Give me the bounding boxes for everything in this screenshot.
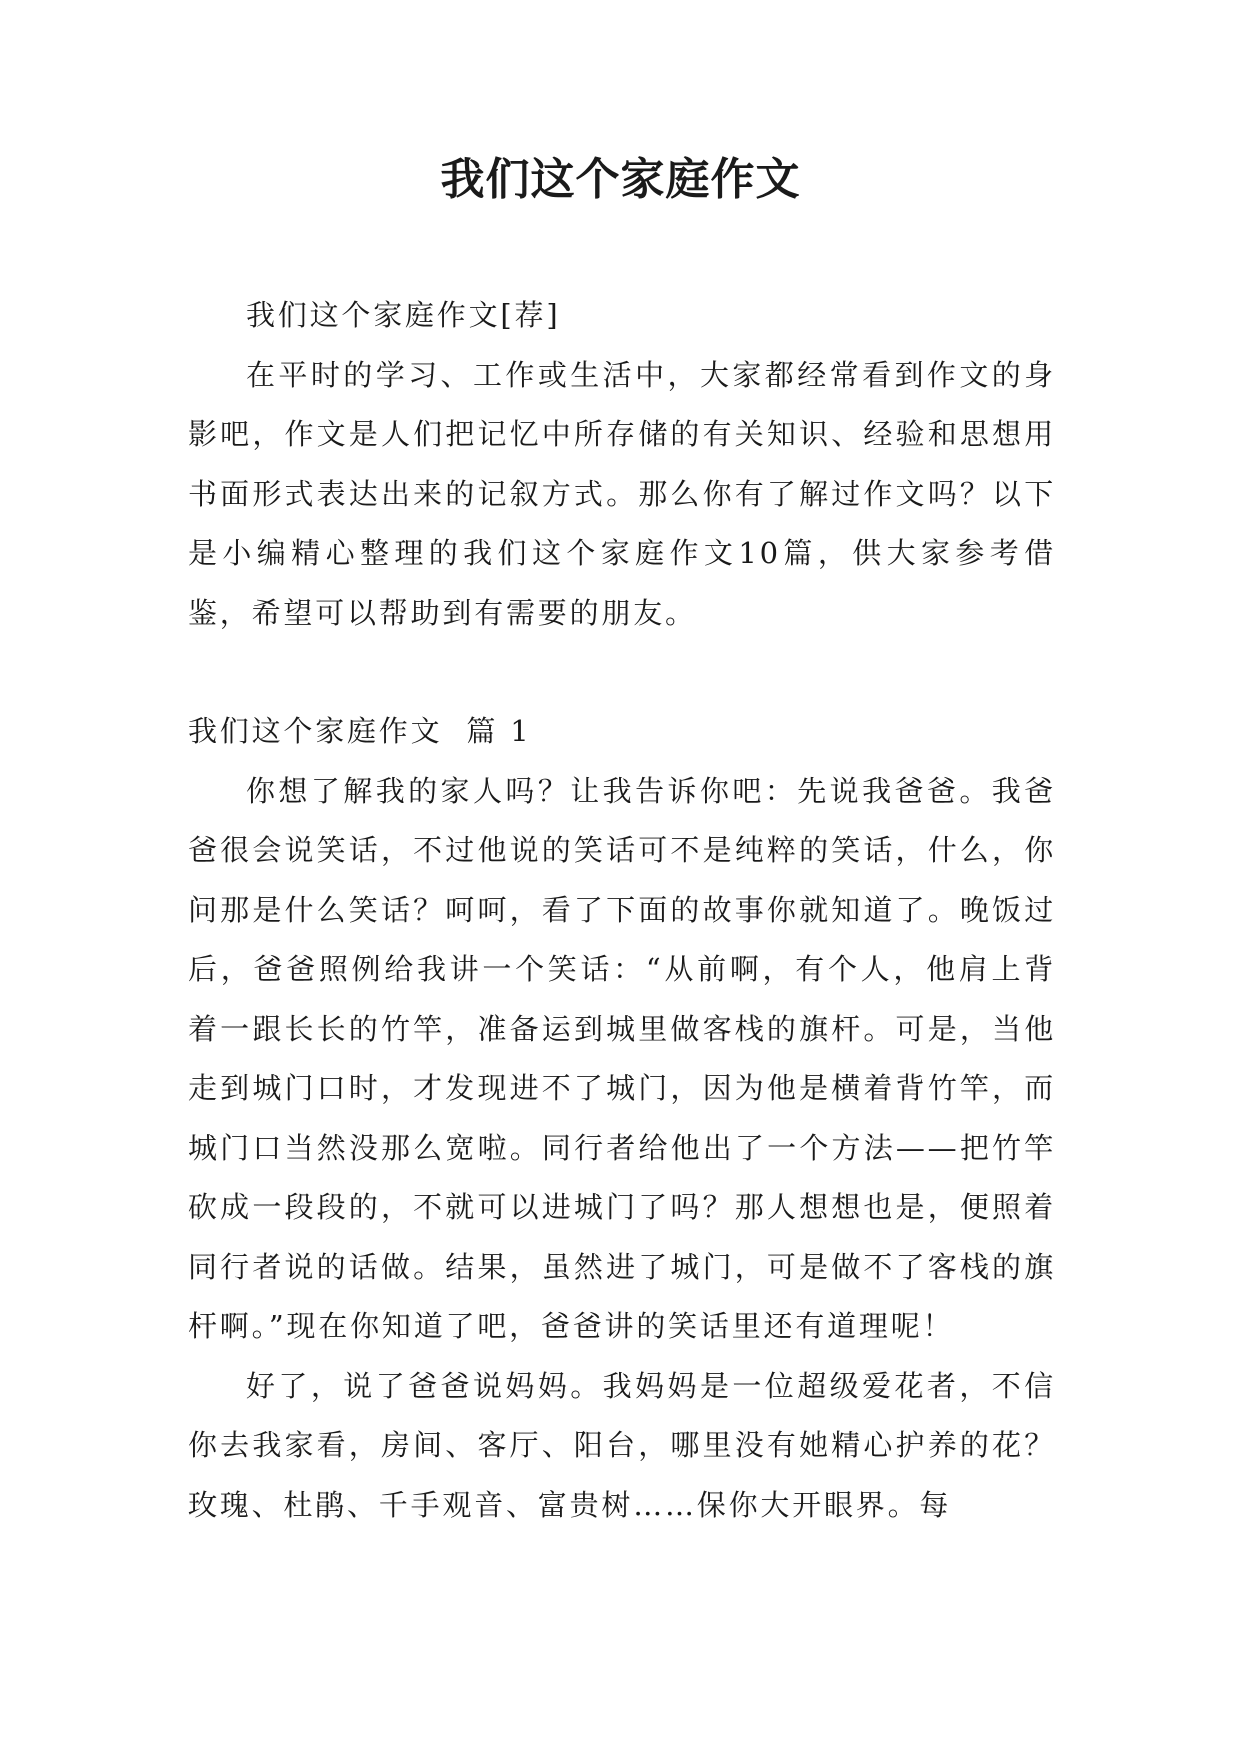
section-spacer bbox=[188, 643, 1056, 702]
subtitle: 我们这个家庭作文[荐] bbox=[246, 298, 561, 332]
page-title: 我们这个家庭作文 bbox=[440, 154, 801, 205]
section-heading: 我们这个家庭作文 篇 1 bbox=[188, 714, 532, 748]
body-paragraph-1: 你想了解我的家人吗？让我告诉你吧：先说我爸爸。我爸爸很会说笑话，不过他说的笑话可不是纯粹的笑话，什么，你问那是什么笑话？呵呵，看了下面的故事你就知道了。晚饭过后，爸爸照例给我讲一个笑话：“从前啊，有个人，他肩上背着一跟长长的竹竿，准备运到城里做客栈的旗杆。可是，当他走到城门口时，才发现进不了城门，因为他是横着背竹竿，而城门口当然没那么宽啦。同行者给他出了一个方法——把竹竿砍成一段段的，不就可以进城门了吗？那人想想也是，便照着同行者说的话做。结果，虽然进了城门，可是做不了客栈的旗杆啊。”现在你知道了吧，爸爸讲的笑话里还有道理呢！ bbox=[188, 773, 1056, 1343]
document-body bbox=[188, 286, 1056, 1535]
body-paragraph-2: 好了，说了爸爸说妈妈。我妈妈是一位超级爱花者，不信你去我家看，房间、客厅、阳台，哪里没有她精心护养的花？玫瑰、杜鹃、千手观音、富贵树……保你大开眼界。每 bbox=[188, 1368, 1056, 1522]
intro-paragraph: 在平时的学习、工作或生活中，大家都经常看到作文的身影吧，作文是人们把记忆中所存储的有关知识、经验和思想用书面形式表达出来的记叙方式。那么你有了解过作文吗？以下是小编精心整理的我们这个家庭作文10篇，供大家参考借鉴，希望可以帮助到有需要的朋友。 bbox=[188, 357, 1056, 630]
